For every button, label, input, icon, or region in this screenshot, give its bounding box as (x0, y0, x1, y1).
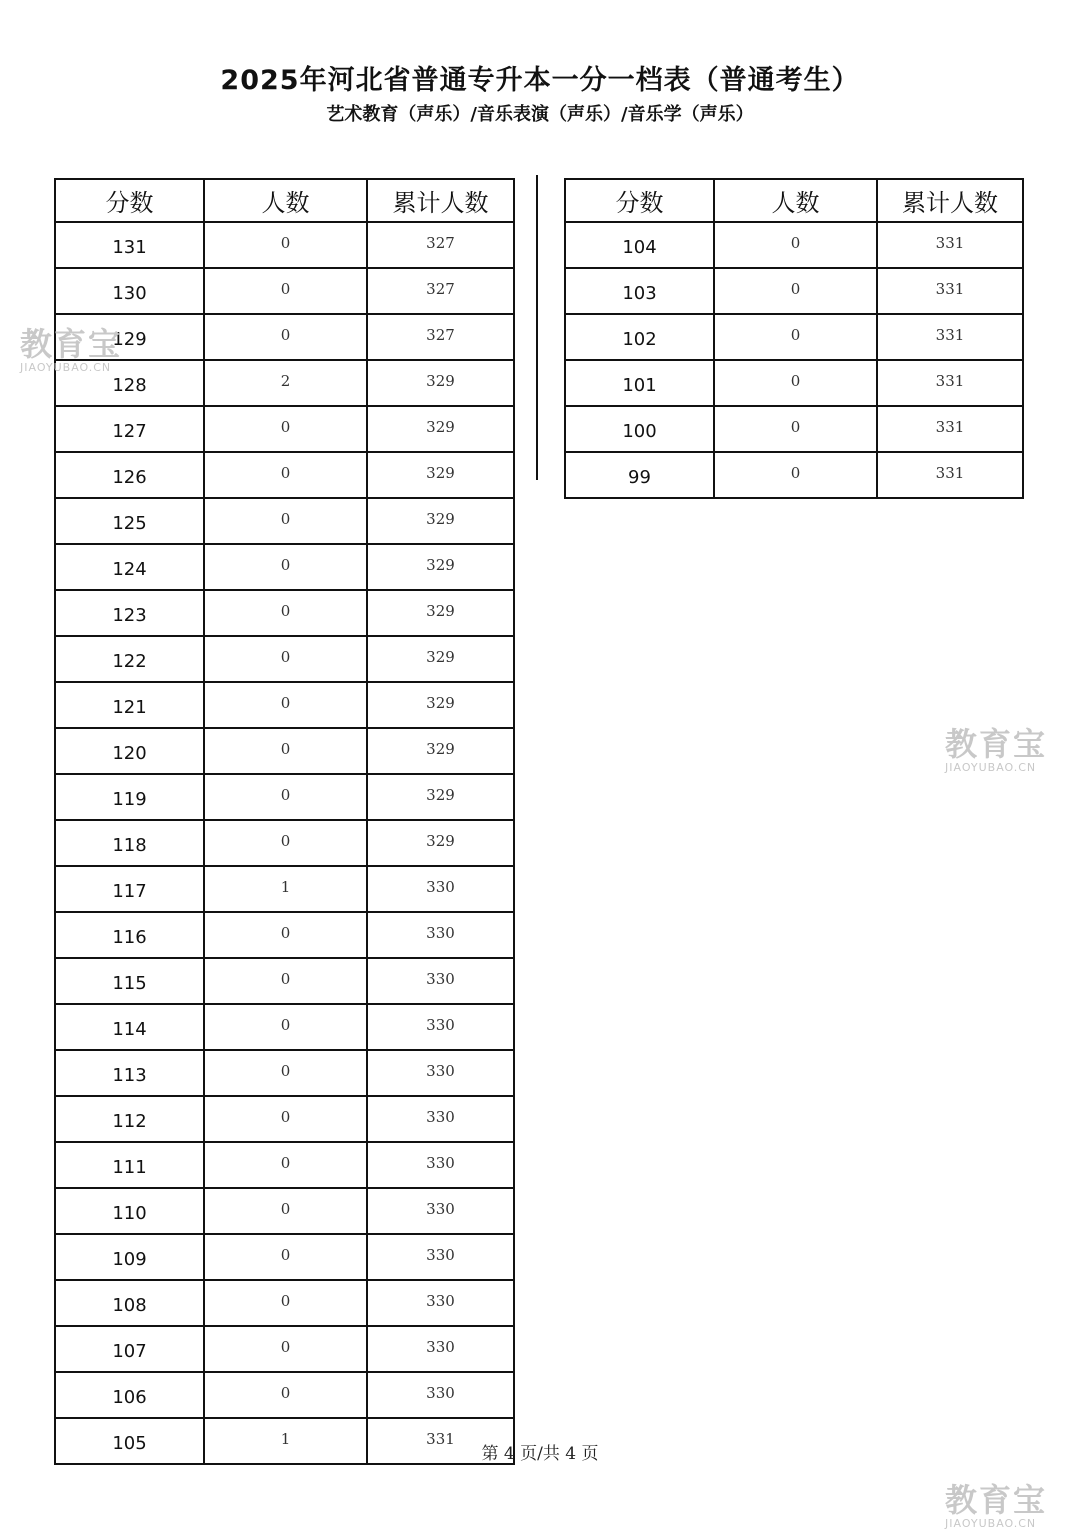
cumulative-cell: 329 (367, 820, 514, 866)
cumulative-cell: 329 (367, 728, 514, 774)
score-cell: 108 (55, 1280, 204, 1326)
score-cell: 115 (55, 958, 204, 1004)
table-row (55, 1142, 514, 1188)
cumulative-cell: 330 (367, 1004, 514, 1050)
count-cell: 0 (204, 498, 367, 544)
score-cell: 127 (55, 406, 204, 452)
cumulative-cell: 329 (367, 636, 514, 682)
watermark-logo: 教育宝 JIAOYUBAO.CN (945, 725, 1048, 774)
watermark-logo: 教育宝 JIAOYUBAO.CN (20, 325, 123, 374)
table-row (55, 590, 514, 636)
column-header-cumulative: 累计人数 (877, 179, 1023, 222)
cumulative-cell: 331 (877, 314, 1023, 360)
count-cell: 0 (204, 268, 367, 314)
column-divider (536, 175, 538, 480)
score-cell: 125 (55, 498, 204, 544)
table-row (55, 682, 514, 728)
score-cell: 109 (55, 1234, 204, 1280)
cumulative-cell: 329 (367, 498, 514, 544)
table-row (55, 360, 514, 406)
table-row (55, 1280, 514, 1326)
score-cell: 120 (55, 728, 204, 774)
count-cell: 0 (204, 222, 367, 268)
table-row (55, 912, 514, 958)
watermark-logo: 教育宝 JIAOYUBAO.CN (945, 1481, 1048, 1530)
count-cell: 0 (204, 1372, 367, 1418)
table-row (55, 1050, 514, 1096)
count-cell: 0 (204, 452, 367, 498)
count-cell: 1 (204, 866, 367, 912)
cumulative-cell: 327 (367, 268, 514, 314)
count-cell: 0 (714, 314, 877, 360)
table-row (55, 406, 514, 452)
table-row (55, 820, 514, 866)
cumulative-cell: 329 (367, 682, 514, 728)
score-cell: 126 (55, 452, 204, 498)
count-cell: 0 (714, 268, 877, 314)
score-cell: 122 (55, 636, 204, 682)
count-cell: 0 (714, 406, 877, 452)
score-cell: 129 (55, 314, 204, 360)
cumulative-cell: 330 (367, 958, 514, 1004)
table-row (55, 636, 514, 682)
table-row (55, 1326, 514, 1372)
column-header-score: 分数 (565, 179, 714, 222)
table-row (55, 1372, 514, 1418)
cumulative-cell: 330 (367, 1372, 514, 1418)
count-cell: 0 (714, 452, 877, 498)
table-row (55, 1096, 514, 1142)
score-table-right-body (565, 222, 1023, 498)
count-cell: 0 (204, 728, 367, 774)
score-cell: 99 (565, 452, 714, 498)
count-cell: 0 (204, 774, 367, 820)
score-cell: 104 (565, 222, 714, 268)
count-cell: 0 (204, 682, 367, 728)
score-cell: 100 (565, 406, 714, 452)
cumulative-cell: 329 (367, 590, 514, 636)
page-number: 第 4 页/共 4 页 (481, 1444, 599, 1464)
cumulative-cell: 329 (367, 774, 514, 820)
table-row (55, 1004, 514, 1050)
score-cell: 121 (55, 682, 204, 728)
count-cell: 0 (204, 1234, 367, 1280)
score-cell: 110 (55, 1188, 204, 1234)
table-row (565, 452, 1023, 498)
score-cell: 113 (55, 1050, 204, 1096)
score-cell: 117 (55, 866, 204, 912)
column-header-cumulative: 累计人数 (367, 179, 514, 222)
score-table-left-body (55, 222, 514, 1464)
score-cell: 107 (55, 1326, 204, 1372)
table-row (55, 452, 514, 498)
score-cell: 111 (55, 1142, 204, 1188)
score-cell: 131 (55, 222, 204, 268)
cumulative-cell: 327 (367, 222, 514, 268)
count-cell: 0 (204, 1142, 367, 1188)
cumulative-cell: 331 (877, 406, 1023, 452)
cumulative-cell: 330 (367, 1326, 514, 1372)
cumulative-cell: 330 (367, 1050, 514, 1096)
count-cell: 0 (204, 590, 367, 636)
table-row (55, 1188, 514, 1234)
cumulative-cell: 331 (367, 1418, 514, 1464)
table-row (55, 222, 514, 268)
count-cell: 0 (714, 222, 877, 268)
cumulative-cell: 330 (367, 1096, 514, 1142)
table-row (55, 498, 514, 544)
cumulative-cell: 331 (877, 222, 1023, 268)
cumulative-cell: 327 (367, 314, 514, 360)
count-cell: 1 (204, 1418, 367, 1464)
cumulative-cell: 329 (367, 406, 514, 452)
count-cell: 0 (204, 1004, 367, 1050)
table-row (55, 1234, 514, 1280)
count-cell: 0 (204, 1188, 367, 1234)
cumulative-cell: 329 (367, 360, 514, 406)
score-cell: 118 (55, 820, 204, 866)
score-cell: 116 (55, 912, 204, 958)
table-row (55, 866, 514, 912)
score-cell: 124 (55, 544, 204, 590)
page-title: 2025年河北省普通专升本一分一档表（普通考生） (220, 65, 860, 96)
score-cell: 102 (565, 314, 714, 360)
score-cell: 123 (55, 590, 204, 636)
count-cell: 0 (204, 958, 367, 1004)
count-cell: 0 (204, 544, 367, 590)
count-cell: 0 (204, 1326, 367, 1372)
score-table-right (564, 178, 1024, 499)
cumulative-cell: 330 (367, 912, 514, 958)
score-cell: 103 (565, 268, 714, 314)
count-cell: 0 (204, 1096, 367, 1142)
cumulative-cell: 329 (367, 452, 514, 498)
table-header-row (565, 179, 1023, 222)
cumulative-cell: 330 (367, 1188, 514, 1234)
score-cell: 114 (55, 1004, 204, 1050)
count-cell: 0 (204, 636, 367, 682)
count-cell: 2 (204, 360, 367, 406)
column-header-count: 人数 (714, 179, 877, 222)
score-cell: 119 (55, 774, 204, 820)
cumulative-cell: 331 (877, 360, 1023, 406)
cumulative-cell: 329 (367, 544, 514, 590)
table-row (55, 544, 514, 590)
table-row (55, 268, 514, 314)
table-row (565, 222, 1023, 268)
column-header-score: 分数 (55, 179, 204, 222)
score-table-left (54, 178, 515, 1465)
score-cell: 105 (55, 1418, 204, 1464)
table-row (565, 360, 1023, 406)
count-cell: 0 (204, 406, 367, 452)
count-cell: 0 (204, 1280, 367, 1326)
count-cell: 0 (714, 360, 877, 406)
table-header-row (55, 179, 514, 222)
score-cell: 101 (565, 360, 714, 406)
table-row (565, 268, 1023, 314)
table-row (55, 958, 514, 1004)
count-cell: 0 (204, 314, 367, 360)
cumulative-cell: 330 (367, 1280, 514, 1326)
score-cell: 130 (55, 268, 204, 314)
table-row (55, 728, 514, 774)
score-cell: 128 (55, 360, 204, 406)
table-row (565, 314, 1023, 360)
cumulative-cell: 331 (877, 452, 1023, 498)
cumulative-cell: 330 (367, 1142, 514, 1188)
table-row (55, 314, 514, 360)
score-cell: 106 (55, 1372, 204, 1418)
count-cell: 0 (204, 912, 367, 958)
count-cell: 0 (204, 820, 367, 866)
count-cell: 0 (204, 1050, 367, 1096)
cumulative-cell: 331 (877, 268, 1023, 314)
cumulative-cell: 330 (367, 866, 514, 912)
table-row (565, 406, 1023, 452)
score-cell: 112 (55, 1096, 204, 1142)
column-header-count: 人数 (204, 179, 367, 222)
page-subtitle: 艺术教育（声乐）/音乐表演（声乐）/音乐学（声乐） (326, 104, 754, 125)
table-row (55, 774, 514, 820)
cumulative-cell: 330 (367, 1234, 514, 1280)
